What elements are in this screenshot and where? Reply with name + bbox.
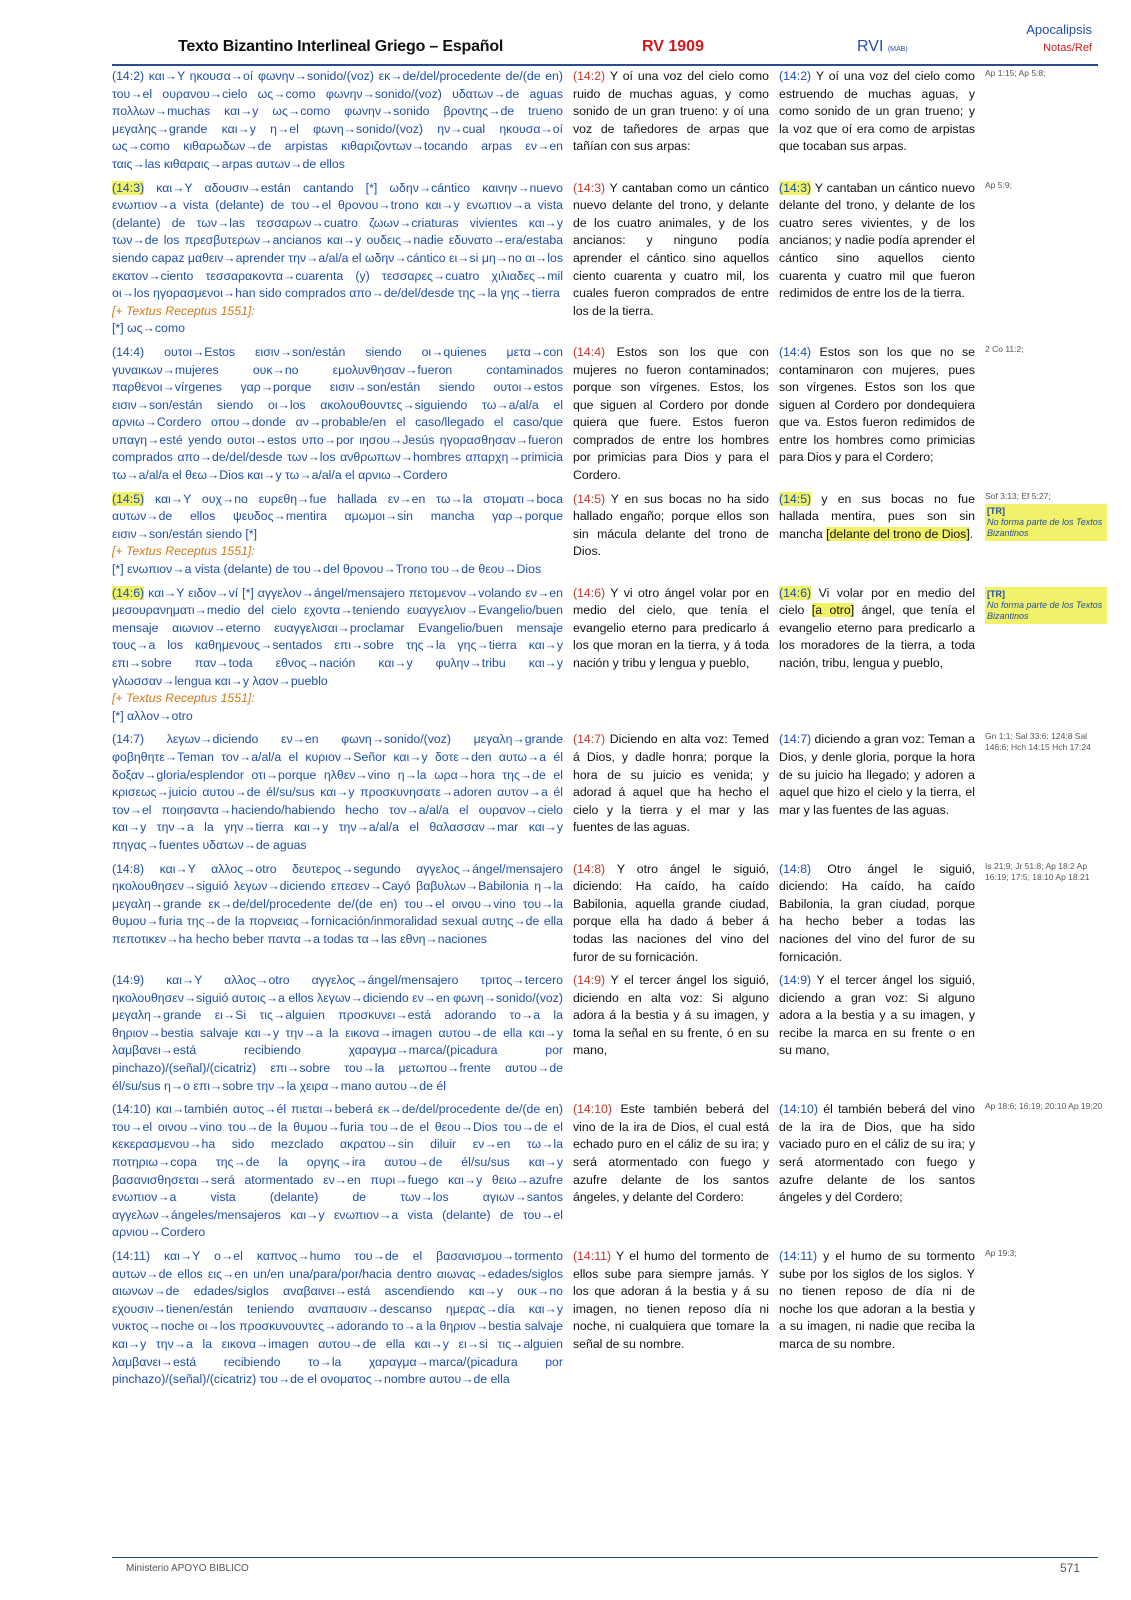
interlinear-text (112, 1248, 563, 1389)
rv1909-text (573, 344, 769, 485)
tr-note (985, 587, 1107, 624)
rvi-text (779, 68, 975, 174)
rvi-verse-text: Y el tercer ángel los siguió, diciendo a gran voz: Si alguno adora a la bestia y a su imagen, y recibe la marca en su frente o en su mano, (779, 973, 975, 1058)
cross-references (985, 972, 1105, 1095)
greek-interlinear: και→Y ειδον→ví [*] αγγελον→ángel/mensajero πετομενον→volando εν→en μεσουρανηματι→medio del cielo εχοντα→teniendo ευαγγελιον→Evangelio/buen mensaje αιωνιον→eterno ευαγγελισαι→proclamar Evangelio/buen mensaje τους→a los καθημενους→sentados επι→sobre της→la γης→tierra και→y επι→sobre παν→toda εθνος→nación και→y φυλην→tribu και→y γλωσσαν→lengua και→y λαον→pueblo (112, 585, 563, 688)
verse-row (112, 344, 1112, 485)
rvi-text (779, 731, 975, 854)
rvi-verse-text-cont: ángel, que tenía el evangelio eterno para predicarlo a los moradores de la tierra, a toda nación, tribu, lengua y pueblo, (779, 603, 975, 670)
textus-receptus-label: [+ Textus Receptus 1551]: (112, 544, 255, 559)
header-book: Apocalipsis (1026, 22, 1092, 37)
verse-number: (14:8) (112, 861, 145, 876)
rvi-verse-number: (14:3) (779, 180, 812, 195)
rvi-text (779, 1248, 975, 1389)
rv-verse-text: Y oí una voz del cielo como ruido de muchas aguas, y como sonido de un gran trueno: y oí una voz de tañedores de arpas que tañían con sus arpas: (573, 69, 769, 154)
header-rvi-label (857, 38, 908, 56)
rv1909-text (573, 861, 769, 967)
cross-references (985, 1248, 1105, 1389)
rv1909-text (573, 68, 769, 174)
verse-number: (14:11) (112, 1249, 151, 1263)
header-title: Texto Bizantino Interlineal Griego – Español (178, 38, 504, 55)
textus-receptus-text: [*] ενωπιον→a vista (delante) de του→del θρονου→Trono του→de θεου→Dios (112, 562, 542, 577)
rvi-verse-text: Y cantaban un cántico nuevo delante del trono, y delante de los cuatro seres vivientes, y de los ancianos; y nadie podía aprender el cántico sino aquellos ciento cuarenta y cuatro mil que fueron redimidos de entre los de la tierra. (779, 180, 975, 301)
tr-note-description: No forma parte de los Textos Bizantinos (987, 516, 1103, 538)
rvi-verse-number: (14:2) (779, 69, 812, 83)
verse-number: (14:5) (112, 491, 145, 506)
interlinear-text (112, 585, 563, 726)
header-rvi-text: RVI (857, 38, 884, 55)
footer-ministry: Ministerio APOYO BIBLICO (126, 1563, 249, 1574)
page-header (112, 22, 1102, 68)
header-notes: Notas/Ref (1043, 42, 1092, 54)
verse-number: (14:7) (112, 732, 145, 747)
reference-text: Gn 1:1; Sal 33:6; 124:8 Sal 146:6; Hch 14:15 Hch 17:24 (985, 731, 1091, 753)
verse-number: (14:2) (112, 69, 145, 83)
cross-references (985, 68, 1105, 174)
cross-references (985, 180, 1105, 338)
rvi-tr-addition: [a otro] (811, 603, 855, 618)
header-rule (112, 64, 1098, 66)
rv1909-text (573, 180, 769, 338)
reference-text: Sof 3:13; Ef 5:27; (985, 490, 1051, 501)
textus-receptus-text: [*] ως→como (112, 321, 185, 336)
greek-interlinear: και→también αυτος→él πιεται→beberá εκ→de/del/procedente de/(de en) του→el οινου→vino του→de la θυμου→furia του→de el θεου→Dios του→de el κεκερασμενου→ha sido mezclado ακρατου→sin diluir εν→en τω→la ποτηριω→copa της→de la οργης→ira αυτου→de él/su/sus και→y βασανισθησεται→será atormentado εν→en πυρι→fuego και→y θειω→azufre ενωπιον→a vista (delante) de των→los αγιων→santos αγγελων→ángeles/mensajeros και→y ενωπιον→a vista (delante) de του→el αρνιου→Cordero (112, 1102, 563, 1240)
interlinear-text (112, 861, 563, 967)
greek-interlinear: ουτοι→Estos εισιν→son/están siendo οι→quienes μετα→con γυναικων→mujeres ουκ→no εμολυνθησαν→fueron contaminados παρθενοι→vírgenes γαρ→porque εισιν→son/están siendo ουτοι→estos εισιν→son/están siendo οι→los ακολουθουντες→siguiendo τω→a/al/a el αρνιω→Cordero οπου→donde αν→probable/en el caso/llegado el caso/que υπαγη→esté yendo ουτοι→estos υπο→por ιησου→Jesús ηγορασθησαν→fueron comprados απο→de/del/desde των→los ανθρωπων→hombres απαρχη→primicia τω→a/al/a el θεω→Dios και→y τω→a/al/a el αρνιω→Cordero (112, 344, 563, 483)
rvi-text (779, 972, 975, 1095)
rvi-text (779, 585, 975, 726)
rv-verse-text: Diciendo en alta voz: Temed á Dios, y dadle honra; porque la hora de su juicio es venida; y adorad á aquel que ha hecho el cielo y la tierra y el mar y las fuentes de las aguas. (573, 732, 769, 835)
rv1909-text (573, 491, 769, 579)
reference-text: Ap 19:3; (985, 1248, 1017, 1258)
rvi-verse-number: (14:5) (779, 491, 812, 506)
verse-row (112, 1101, 1112, 1242)
greek-interlinear: και→Y αδουσιν→están cantando [*] ωδην→cántico καινην→nuevo ενωπιον→a vista (delante) de του→el θρονου→trono και→y ενωπιον→a vista (delante) de των→las τεσσαρων→cuatro ζωων→criaturas vivientes και→y των→de los πρεσβυτερων→ancianos και→y ουδεις→nadie εδυνατο→era/estaba siendo capaz μαθειν→aprender την→a/al/a el ωδην→cántico ει→si μη→no αι→los εκατον→ciento τεσσαρακοντα→cuarenta (y) τεσσαρες→cuatro χιλιαδες→mil οι→los ηγορασμενοι→han sido comprados απο→de/del/desde της→la γης→tierra (112, 180, 563, 301)
rvi-verse-text: diciendo a gran voz: Teman a Dios, y denle gloria, porque la hora de su juicio ha llegado; y adoren a aquel que hizo el cielo y la tierra, el mar y las fuentes de las aguas. (779, 732, 975, 817)
rvi-verse-text-cont: . (969, 526, 974, 541)
verse-row (112, 585, 1112, 726)
cross-references (985, 491, 1105, 579)
rv-verse-text: Y el humo del tormento de ellos sube para siempre jamás. Y los que adoran á la bestia y á su imagen, no tienen reposo día ni noche, ni cualquiera que tomare la señal de su nombre. (573, 1249, 769, 1351)
rvi-verse-number: (14:6) (779, 585, 812, 600)
rvi-verse-number: (14:9) (779, 973, 812, 988)
rvi-text (779, 1101, 975, 1242)
verse-row (112, 68, 1112, 174)
reference-text: Ap 18:6; 16:19; 20:10 Ap 19:20 (985, 1101, 1103, 1112)
verse-number: (14:9) (112, 973, 145, 988)
rv-verse-number: (14:9) (573, 973, 606, 988)
header-rv-label: RV 1909 (642, 38, 704, 55)
interlinear-text (112, 1101, 563, 1242)
reference-text: Ap 5:9; (985, 179, 1012, 190)
rvi-text (779, 491, 975, 579)
cross-references (985, 861, 1105, 967)
cross-references (985, 731, 1105, 854)
reference-text: 2 Co 11:2; (985, 343, 1024, 354)
interlinear-text (112, 972, 563, 1095)
rvi-verse-text: Estos son los que no se contaminaron con mujeres, pues son vírgenes. Estos son los que siguen al Cordero por dondequiera que va. Estos fueron redimidos de entre los hombres como primicias para Dios y para el Cordero; (779, 344, 975, 465)
interlinear-text (112, 344, 563, 485)
rv-verse-text: Y cantaban como un cántico nuevo delante del trono, y delante de los cuatro animales, y de los ancianos: y ninguno podía aprender el cántico sino aquellos ciento cuarenta y cuatro mil, los cuales fueron comprados de entre los de la tierra. (573, 180, 769, 318)
rv-verse-number: (14:5) (573, 491, 606, 506)
interlinear-text (112, 491, 563, 579)
interlinear-text (112, 68, 563, 174)
rvi-verse-number: (14:7) (779, 732, 812, 747)
rv1909-text (573, 1248, 769, 1389)
greek-interlinear: και→Y ηκουσα→oí φωνην→sonido/(voz) εκ→de/del/procedente de/(de en) του→el ουρανου→cielo ως→como φωνην→sonido/(voz) υδατων→de aguas πολλων→muchas και→y ως→como φωνην→sonido βροντης→de trueno μεγαλης→grande και→y η→el φωνη→sonido/(voz) ην→cual ηκουσα→oí ως→como κιθαρωδων→de arpistas κιθαριζοντων→tocando arpas εν→en ταις→las κιθαραις→arpas αυτων→de ellos (112, 69, 563, 171)
rvi-verse-number: (14:11) (779, 1249, 818, 1263)
greek-interlinear: και→Y αλλος→otro δευτερος→segundo αγγελος→ángel/mensajero ηκολουθησεν→siguió λεγων→diciendo επεσεν→Cayó βαβυλων→Babilonia η→la μεγαλη→grande εκ→de/del/procedente de/(de en) του→el οινου→vino του→la θυμου→furia της→de la πορνειας→fornicación/inmoralidad sexual αυτης→de ella πεποτικεν→ha hecho beber παντα→a todas τα→las εθνη→naciones (112, 861, 563, 946)
tr-note (985, 504, 1107, 541)
header-rvi-small: (MAB) (887, 46, 908, 53)
verse-row (112, 180, 1112, 338)
verse-row (112, 972, 1112, 1095)
rvi-verse-number: (14:10) (779, 1102, 818, 1117)
rv-verse-number: (14:8) (573, 861, 606, 876)
rv1909-text (573, 1101, 769, 1242)
textus-receptus-label: [+ Textus Receptus 1551]: (112, 691, 255, 706)
greek-interlinear: λεγων→diciendo εν→en φωνη→sonido/(voz) μεγαλη→grande φοβηθητε→Teman τον→a/al/a el κυριον→Señor και→y δοτε→den αυτω→a él δοξαν→gloria/esplendor οτι→porque ηλθεν→vino η→la ωρα→hora της→de el κρισεως→juicio αυτου→de él/su/sus και→y προσκυνησατε→adoren αυτον→a él τον→el ποιησαντα→haciendo/habiendo hecho τον→a/al/a el ουρανον→cielo και→y την→a la γην→tierra και→y την→a/al/a el θαλασσαν→mar και→y πηγας→fuentes υδατων→de aguas (112, 732, 563, 852)
rvi-verse-text: y en sus bocas no fue hallada mentira, pues son sin mancha (779, 491, 975, 541)
cross-references (985, 1101, 1105, 1242)
rv-verse-number: (14:2) (573, 69, 606, 83)
rv-verse-text: Y en sus bocas no ha sido hallado engaño; porque ellos son sin mácula delante del trono de Dios. (573, 491, 769, 559)
rvi-verse-text: él también beberá del vino de la ira de Dios, que ha sido vaciado puro en el cáliz de su ira; y será atormentado con fuego y azufre delante de los santos ángeles y del Cordero; (779, 1102, 975, 1205)
rv-verse-number: (14:10) (573, 1102, 612, 1117)
cross-references (985, 344, 1105, 485)
rvi-text (779, 861, 975, 967)
rvi-tr-addition: [delante del trono de Dios] (826, 526, 970, 541)
verse-row (112, 731, 1112, 854)
rv-verse-text: Y el tercer ángel los siguió, diciendo en alta voz: Si alguno adora á la bestia y á su imagen, y toma la señal en su frente, ó en su mano, (573, 973, 769, 1058)
verse-number: (14:10) (112, 1102, 151, 1117)
rv-verse-text: Y vi otro ángel volar por en medio del cielo, que tenía el evangelio eterno para predicarlo á los que moran en la tierra, y á toda nación y tribu y lengua y pueblo, (573, 585, 769, 670)
rv1909-text (573, 585, 769, 726)
verse-entries (112, 68, 1112, 1395)
tr-note-tag: [TR] (987, 505, 1005, 516)
page-number: 571 (1060, 1561, 1081, 1575)
rvi-text (779, 344, 975, 485)
tr-note-tag: [TR] (987, 588, 1005, 599)
textus-receptus-text: [*] αλλον→otro (112, 708, 193, 723)
greek-interlinear: και→Y ο→el καπνος→humo του→de el βασανισμου→tormento αυτων→de ellos εις→en un/en una/para/por/hacia dentro αιωνας→edades/siglos αιωνων→de edades/siglos αναβαινει→está ascendiendo και→y ουκ→no εχουσιν→tienen/están teniendo αναπαυσιν→descanso ημερας→día και→y νυκτος→noche οι→los προσκυνουντες→adorando το→a la θηριον→bestia salvaje και→y την→a la εικονα→imagen αυτου→de ella και→y ει→si τις→alguien λαμβανει→está recibiendo το→la χαραγμα→marca/(picadura por pinchazo)/(señal)/(cicatriz) του→de el ονοματος→nombre αυτου→de ella (112, 1249, 563, 1387)
footer-rule (112, 1557, 1098, 1558)
verse-row (112, 1248, 1112, 1389)
rv1909-text (573, 731, 769, 854)
rvi-verse-text: y el humo de su tormento sube por los siglos de los siglos. Y no tienen reposo de día ni de noche los que adoran a la bestia y a su imagen, ni nadie que reciba la marca de su nombre. (779, 1249, 975, 1351)
verse-number: (14:6) (112, 585, 145, 600)
verse-row (112, 491, 1112, 579)
rvi-text (779, 180, 975, 338)
rvi-verse-text: Otro ángel le siguió, diciendo: Ha caído, ha caído Babilonia, la gran ciudad, porque ha hecho beber a todas las naciones del vino del furor de su fornicación. (779, 861, 975, 964)
rv-verse-text: Este también beberá del vino de la ira de Dios, el cual está echado puro en el cáliz de su ira; y será atormentado con fuego y azufre delante de los santos ángeles, y delante del Cordero: (573, 1102, 769, 1205)
rv-verse-text: Estos son los que con mujeres no fueron contaminados; porque son vírgenes. Estos, los que siguen al Cordero por donde quiera que fuere. Estos fueron comprados de entre los hombres por primicias para Dios y para el Cordero. (573, 344, 769, 483)
verse-number: (14:3) (112, 180, 145, 195)
rv-verse-number: (14:7) (573, 732, 606, 747)
rv-verse-number: (14:4) (573, 344, 606, 359)
rvi-verse-number: (14:8) (779, 861, 812, 876)
rv-verse-number: (14:3) (573, 180, 606, 195)
rvi-verse-text: Vi volar por en medio del cielo (779, 585, 975, 618)
rv-verse-number: (14:6) (573, 585, 606, 600)
greek-interlinear: και→Y ουχ→no ευρεθη→fue hallada εν→en τω→la στοματι→boca αυτων→de ellos ψευδος→mentira αμωμοι→sin mancha γαρ→porque εισιν→son/están siendo [*] (112, 491, 563, 541)
tr-note-description: No forma parte de los Textos Bizantinos (987, 599, 1103, 621)
textus-receptus-label: [+ Textus Receptus 1551]: (112, 303, 255, 318)
verse-row (112, 861, 1112, 967)
rvi-verse-text: Y oí una voz del cielo como estruendo de muchas aguas, y como sonido de un gran trueno; y la voz que oí era como de arpistas que tocaban sus arpas. (779, 69, 975, 154)
rv1909-text (573, 972, 769, 1095)
rv-verse-number: (14:11) (573, 1249, 612, 1263)
greek-interlinear: και→Y αλλος→otro αγγελος→ángel/mensajero τριτος→tercero ηκολουθησεν→siguió αυτοις→a ellos λεγων→diciendo εν→en φωνη→sonido/(voz) μεγαλη→grande ει→Si τις→alguien προσκυνει→está adorando το→a la θηριον→bestia salvaje και→y την→a la εικονα→imagen αυτου→de ella και→y λαμβανει→está recibiendo χαραγμα→marca/(picadura por pinchazo)/(señal)/(cicatriz) επι→sobre του→la μετωπου→frente αυτου→de él/su/sus η→o επι→sobre την→la χειρα→mano αυτου→de él (112, 973, 563, 1093)
cross-references (985, 585, 1105, 726)
reference-text: Ap 1:15; Ap 5:8; (985, 68, 1046, 78)
reference-text: Is 21:9; Jr 51:8; Ap 18:2 Ap 16:19; 17:5; 18:10 Ap 18:21 (985, 860, 1090, 882)
verse-number: (14:4) (112, 344, 145, 359)
interlinear-text (112, 731, 563, 854)
rv-verse-text: Y otro ángel le siguió, diciendo: Ha caído, ha caído Babilonia, aquella grande ciudad, porque ella ha dado á beber á todas las naciones del vino del furor de su fornicación. (573, 861, 769, 964)
rvi-verse-number: (14:4) (779, 344, 812, 359)
interlinear-text (112, 180, 563, 338)
